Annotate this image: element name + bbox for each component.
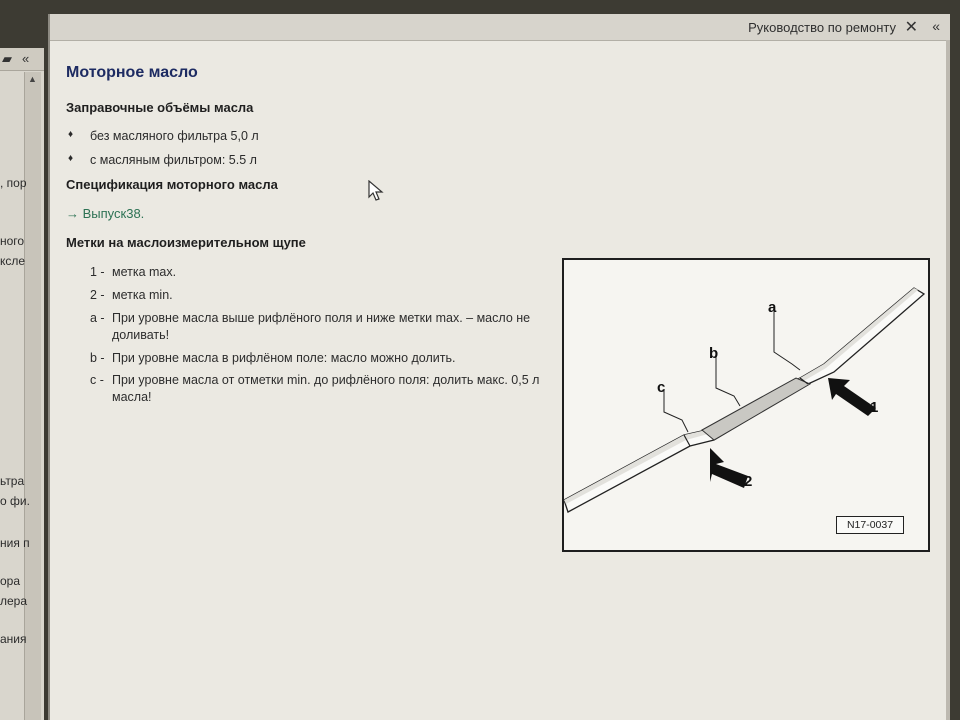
double-chevron-left-icon[interactable]: « — [22, 51, 30, 66]
list-item — [90, 310, 560, 344]
spec-link[interactable]: → Выпуск38. — [66, 206, 145, 221]
list-item — [66, 153, 566, 167]
section-dipstick-marks — [66, 235, 566, 406]
repair-manual-pane — [48, 14, 950, 720]
list-item — [90, 287, 560, 304]
left-pane — [0, 48, 44, 720]
list-item-text: метка min. — [112, 287, 173, 302]
list-item-key: 2 - — [90, 287, 105, 302]
diamond-bullet-icon: ♦ — [68, 129, 74, 140]
list-item-text: с масляным фильтром: 5.5 л — [90, 153, 257, 167]
label-a: a — [768, 299, 777, 316]
diamond-bullet-icon: ♦ — [68, 153, 74, 164]
list-item-key: c - — [90, 373, 104, 388]
label-c: c — [657, 379, 666, 396]
left-text-fragment: ьтра — [0, 474, 25, 488]
double-chevron-left-icon[interactable]: « — [932, 18, 940, 34]
left-text-fragment: лера — [0, 594, 28, 608]
section-heading: Заправочные объёмы масла — [66, 100, 254, 115]
pane-title: Руководство по ремонту — [748, 20, 896, 35]
page-title: Моторное масло — [66, 64, 198, 81]
list-item-key: 1 - — [90, 265, 105, 279]
left-text-fragment: ния п — [0, 536, 30, 550]
list-item-text: метка max. — [112, 265, 177, 279]
dipstick-illustration — [564, 260, 928, 550]
left-text-fragment: ания — [0, 632, 27, 646]
left-text-fragment: ксле — [0, 254, 26, 268]
list-item — [90, 372, 560, 406]
label-2: 2 — [744, 473, 753, 490]
left-text-fragment: ного — [0, 234, 25, 248]
capacity-list — [66, 129, 566, 167]
section-heading: Метки на маслоизмерительном щупе — [66, 235, 306, 250]
close-icon[interactable]: ✕ — [904, 19, 918, 36]
left-toolbar — [0, 48, 44, 71]
mouse-cursor-icon — [368, 180, 386, 202]
book-icon[interactable]: ▰ — [2, 51, 12, 66]
left-scrollbar[interactable] — [24, 72, 41, 720]
document-content — [66, 50, 566, 412]
section-oil-capacity — [66, 100, 566, 167]
list-item — [66, 129, 566, 143]
left-text-fragment: ора — [0, 574, 21, 588]
scroll-up-icon[interactable]: ▲ — [28, 74, 37, 84]
list-item — [90, 350, 560, 367]
list-item-text: При уровне масла от отметки min. до рифлёного поля: долить макс. 0,5 л масла! — [112, 373, 540, 405]
pane-scrollbar[interactable] — [946, 40, 950, 720]
section-oil-spec — [66, 177, 566, 221]
label-1: 1 — [870, 399, 879, 416]
list-item-text: без масляного фильтра 5,0 л — [90, 129, 259, 143]
label-b: b — [709, 345, 719, 362]
figure-id: N17-0037 — [836, 516, 904, 534]
list-item-key: b - — [90, 350, 105, 365]
pane-title-bar — [50, 14, 950, 41]
list-item-key: a - — [90, 310, 105, 325]
list-item-text: При уровне масла выше рифлёного поля и ниже метки max. – масло не доливать! — [112, 310, 531, 342]
section-heading: Спецификация моторного масла — [66, 177, 278, 192]
list-item — [90, 264, 560, 281]
marks-list — [90, 264, 560, 406]
dipstick-figure — [562, 258, 930, 552]
list-item-text: При уровне масла в рифлёном поле: масло можно долить. — [112, 350, 456, 365]
left-text-fragment: о фи. — [0, 494, 30, 508]
left-text-fragment: , пор — [0, 176, 27, 190]
